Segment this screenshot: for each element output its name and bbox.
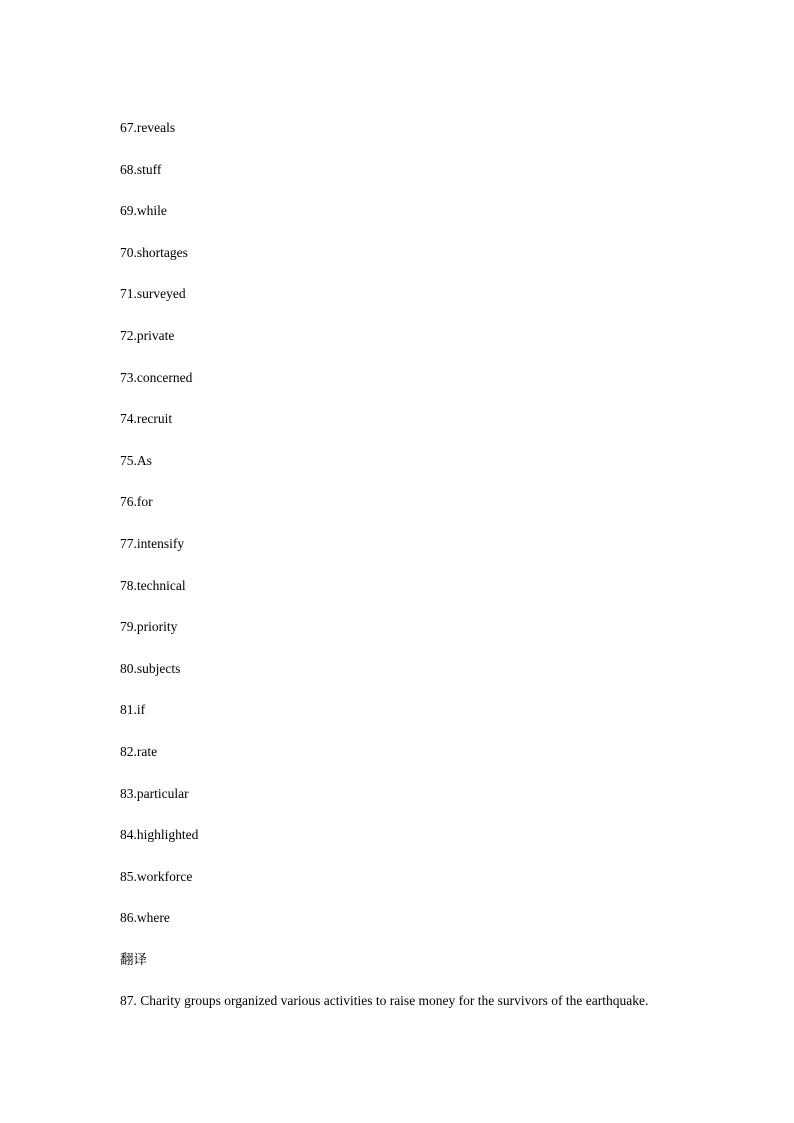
answer-69: 69.while [120,203,167,219]
answer-79: 79.priority [120,619,178,635]
translation-87: 87. Charity groups organized various activities to raise money for the survivors of the earthquake. [120,993,649,1008]
answer-73: 73.concerned [120,369,193,385]
answer-85: 85.workforce [120,868,193,884]
answer-78: 78.technical [120,577,186,593]
answer-71: 71.surveyed [120,286,186,302]
answer-75: 75.As [120,452,152,468]
answer-81: 81.if [120,702,146,718]
answer-83: 83.particular [120,785,189,801]
answer-68: 68.stuff [120,161,162,177]
answer-72: 72.private [120,327,175,343]
answer-80: 80.subjects [120,660,181,676]
answer-86: 86.where [120,910,170,926]
answer-list [120,119,198,951]
answer-74: 74.recruit [120,411,173,427]
answer-82: 82.rate [120,743,158,759]
section-heading-translation: 翻译 [120,952,147,968]
answer-84: 84.highlighted [120,827,199,843]
answer-67: 67.reveals [120,120,176,135]
answer-77: 77.intensify [120,535,185,551]
answer-76: 76.for [120,494,153,510]
answer-70: 70.shortages [120,244,188,260]
